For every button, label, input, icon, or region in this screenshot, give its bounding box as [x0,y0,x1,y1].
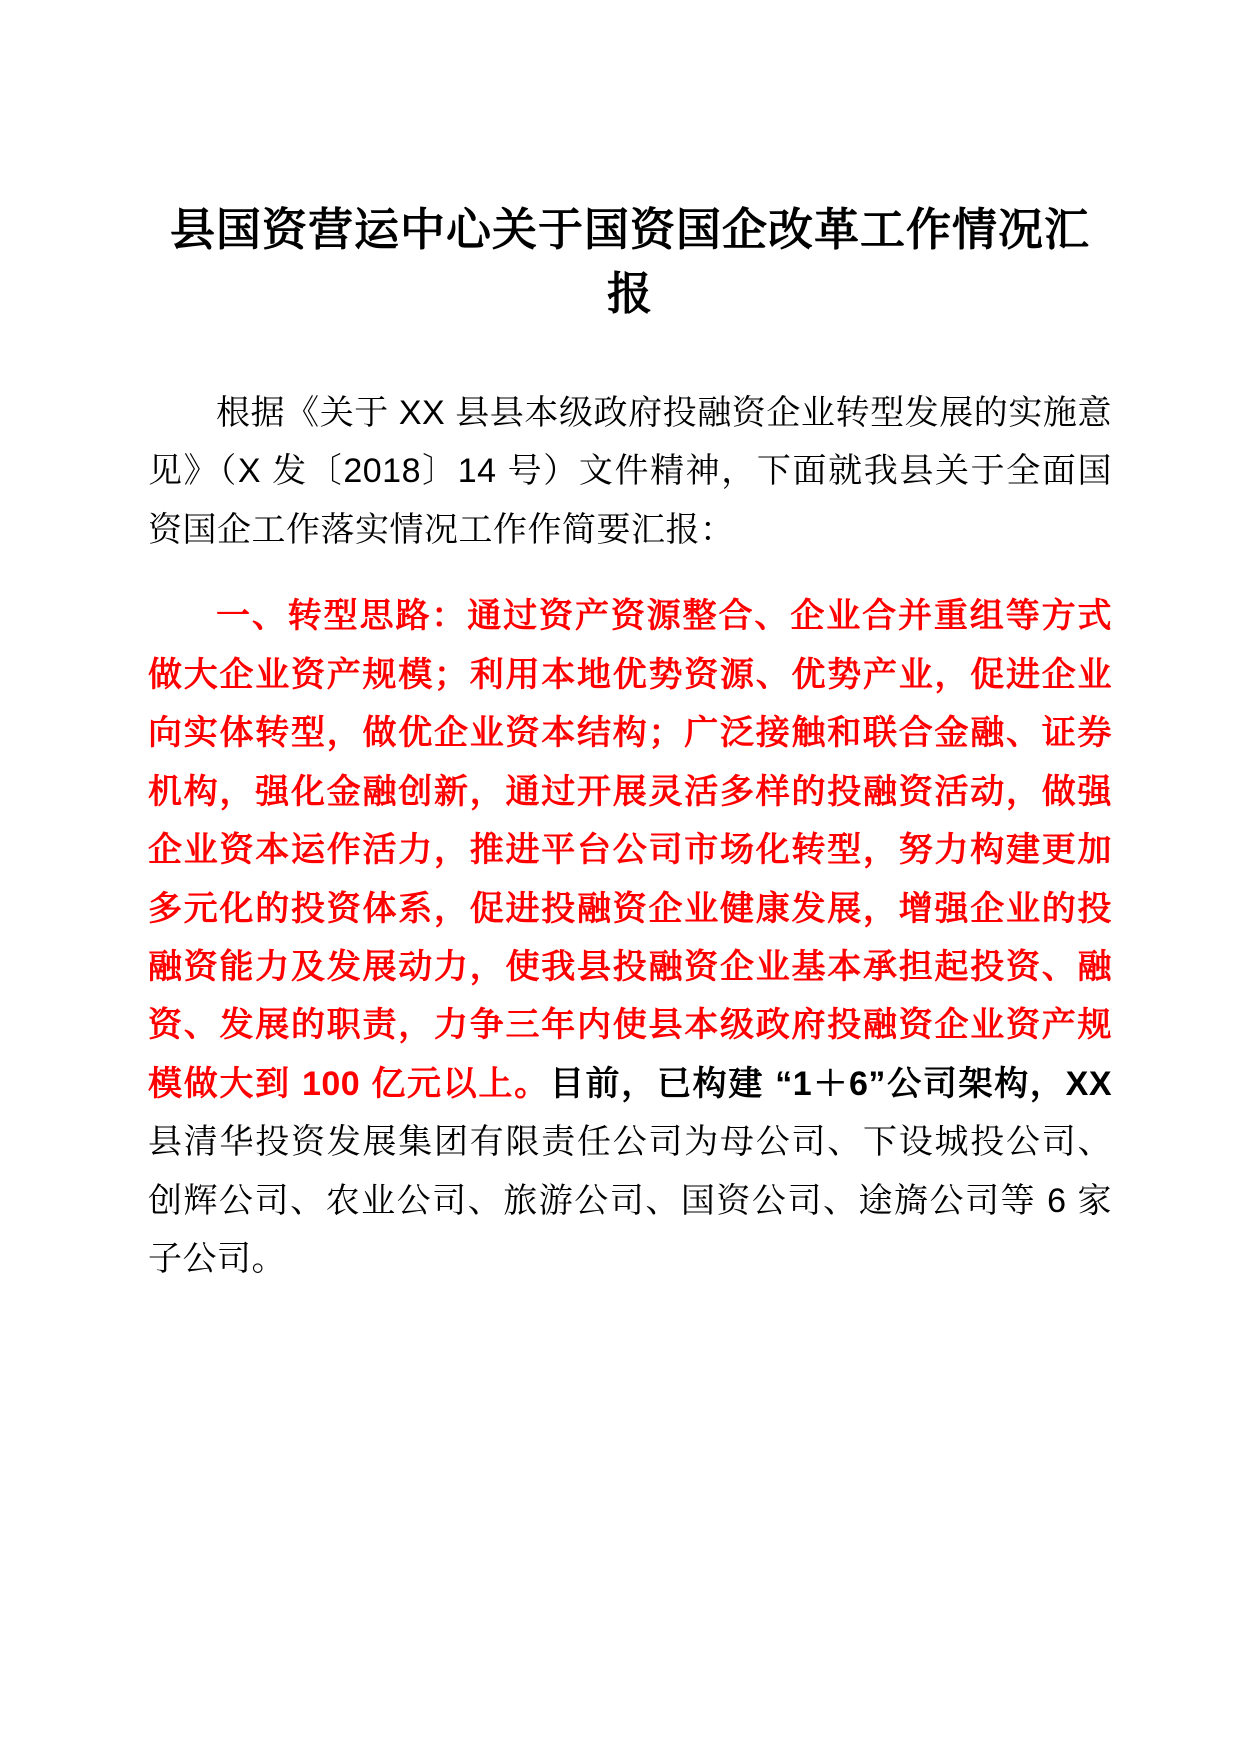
red-emphasis-text: 一、转型思路：通过资产资源整合、企业合并重组等方式做大企业资产规模；利用本地优势资源、优势产业，促进企业向实体转型，做优企业资本结构；广泛接触和联合金融、证券机构，强化金融创新，通过开展灵活多样的投融资活动，做强企业资本运作活力，推进平台公司市场化转型，努力构建更加多元化的投资体系，促进投融资企业健康发展，增强企业的投融资能力及发展动力，使我县投融资企业基本承担起投资、融资、发展的职责，力争三年内使县本级政府投融资企业资产规模做大到 100 亿元以上。 [148,597,1112,1103]
paragraph-main [148,587,1112,1289]
black-bold-text: 目前，已构建 “1＋6”公司架构，XX [549,1064,1112,1103]
black-normal-text: 县清华投资发展集团有限责任公司为母公司、下设城投公司、创辉公司、农业公司、旅游公司、国资公司、途旖公司等 6 家子公司。 [148,1123,1112,1279]
paragraph-intro: 根据《关于 XX 县县本级政府投融资企业转型发展的实施意见》（X 发〔2018〕14 号）文件精神，下面就我县关于全面国资国企工作落实情况工作作简要汇报： [148,393,1112,549]
document-title: 县国资营运中心关于国资国企改革工作情况汇报 [169,204,1090,319]
